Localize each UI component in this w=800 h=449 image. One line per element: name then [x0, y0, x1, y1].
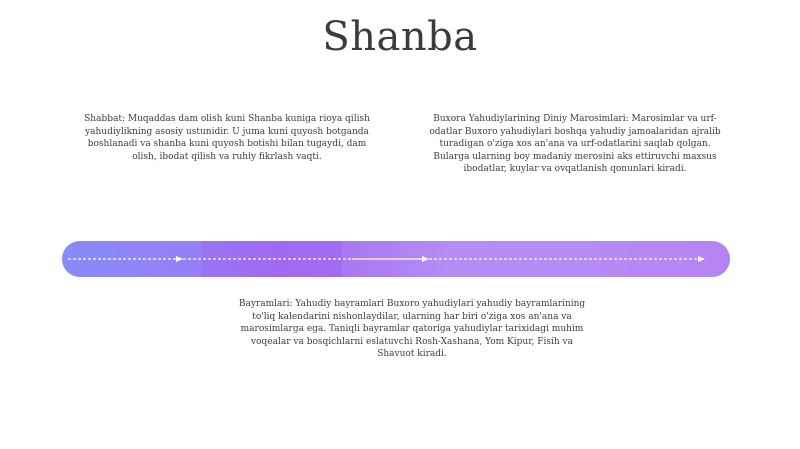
timeline-bar	[62, 241, 730, 277]
text-block-holidays: Bayramlari: Yahudiy bayramlari Buxoro yahudiylari yahudiy bayramlarining to'liq kalendarini nishonlaydilar, ularning har biri o'ziga xos an'ana va marosimlarga ega. Taniqli bayramlar qatoriga yahudiylar tarixidagi muhim voqealar va bosqichlarni eslatuvchi Rosh-Xashana, Yom Kipur, Fisih va Shavuot kiradi.	[238, 299, 586, 359]
page-title: Shanba	[322, 14, 478, 60]
arrow-head-3	[698, 256, 705, 262]
arrow-head-2	[422, 256, 429, 262]
timeline-arrows	[62, 241, 730, 277]
text-block-shabbat: Shabbat: Muqaddas dam olish kuni Shanba kuniga rioya qilish yahudiylikning asosiy ustunidir. U juma kuni quyosh botganda boshlanadi va shanba kuni quyosh botishi bilan tugaydi, dam olish, ibodat qilish va ruhiy fikrlash vaqti.	[84, 114, 370, 162]
text-block-rituals: Buxora Yahudiylarining Diniy Marosimlari: Marosimlar va urf-odatlar Buxoro yahudiylari boshqa yahudiy jamoalaridan ajralib turadigan o'ziga xos an'ana va urf-odatlarini saqlab qolgan. Bularga ularning boy madaniy merosini aks ettiruvchi maxsus ibodatlar, kuylar va ovqatlanish qonunlari kiradi.	[429, 114, 721, 174]
arrow-head-1	[176, 256, 183, 262]
